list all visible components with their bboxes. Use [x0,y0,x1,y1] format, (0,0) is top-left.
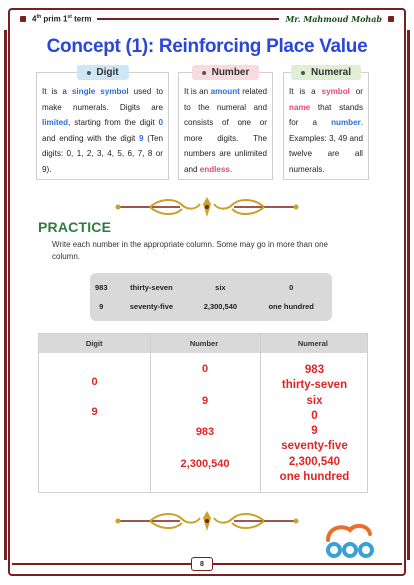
practice-heading: PRACTICE [38,219,112,235]
concept-tag-numeral [291,65,361,80]
concept-text-number: It is an amount related to the numeral and consists of one or more digits. The numbers are unlimited and endless. [184,87,268,174]
page-number: 8 [191,557,213,571]
frame-left-bar [4,30,7,560]
grade-suffix: th [36,14,42,21]
pool-row [90,278,332,297]
page-title: Concept (1): Reinforcing Place Value [46,36,368,57]
pool-item: six [215,283,226,292]
pool-item: 983 [94,283,108,292]
number-pool [90,273,332,321]
answer-numeral: seventy-five [281,440,348,453]
answer-numeral: one hundred [279,471,350,484]
concept-box-number [178,67,273,180]
answer-number: 0 [201,363,209,375]
pool-item: 9 [99,302,104,311]
bullet-dot-icon [86,71,90,75]
header-rule [97,18,279,20]
number-pool-table [90,278,332,316]
header-grade-term [26,14,97,24]
pool-item: 0 [289,283,294,292]
header-author: Mr. Mahmoud Mohab [285,14,382,24]
grade-number: 4 [32,14,37,24]
pool-item: 2,300,540 [203,302,238,311]
concept-tag-digit [76,65,128,80]
column-header-digit: Digit [85,339,103,348]
answer-table-header [39,334,367,353]
pool-item: thirty-seven [130,283,173,292]
answer-numeral: six [306,394,323,407]
answer-number: 2,300,540 [180,458,230,470]
answer-number: 9 [201,395,209,407]
concept-text-digit: It is a single symbol used to make numerals. Digits are limited, starting from the digit 0 and ending with the digit 9 (Ten digits: 0, 1, 2, 3, 4, 5, 6, 7, 8 or 9). [42,87,163,174]
bullet-dot-icon [202,71,206,75]
publisher-logo-icon [320,520,382,560]
answer-numeral: 983 [304,364,325,376]
answer-numeral: thirty-seven [281,379,348,392]
header-cap-right [388,16,394,22]
bullet-dot-icon [301,71,305,75]
answer-table [38,333,368,493]
answer-numeral: 2,300,540 [288,455,341,468]
column-header-number: Number [189,339,219,348]
column-header-numeral: Numeral [297,339,328,348]
concept-tag-number [192,65,260,80]
pool-row [90,297,332,316]
pool-item: seventy-five [129,302,174,311]
answer-digit: 0 [91,376,98,388]
concept-label: Number [211,67,250,78]
frame-right-bar [407,30,410,560]
answer-number: 983 [195,426,215,438]
concept-label: Digit [96,67,119,78]
pool-item: one hundred [268,302,314,311]
answer-numeral: 0 [311,409,318,422]
concept-box-numeral [283,67,369,180]
page-header [20,12,394,26]
ornament-divider-top [0,196,414,218]
term-suffix: st [67,14,72,21]
answer-digit: 9 [91,406,98,418]
concept-text-numeral: It is a symbol or name that stands for a number. Examples: 3, 49 and twelve are all numerals. [289,87,364,174]
answer-numeral: 9 [311,425,318,438]
concept-box-digit [36,67,169,180]
level-text: prim 1 [41,14,68,24]
term-text: term [71,14,92,24]
answer-numeral-list [260,363,369,485]
practice-instruction: Write each number in the appropriate column. Some may go in more than one column. [52,240,328,261]
concept-label: Numeral [310,67,352,78]
